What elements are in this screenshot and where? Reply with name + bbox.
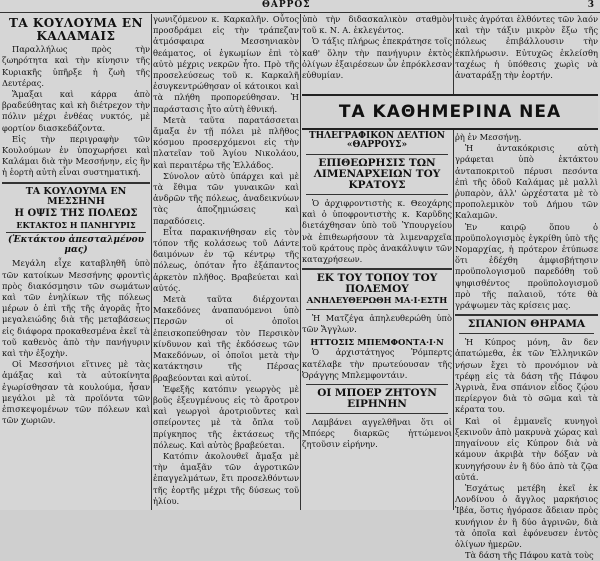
article-headline: ΤΑ ΚΟΥΛΟΥΜΑ ΕΝ ΚΑΛΑΜΑΙΣ — [8, 16, 144, 43]
article-body — [455, 14, 598, 81]
masthead — [0, 0, 600, 13]
paragraph: Ἅμαξαι καὶ κάρρα ἀπὸ βραδεύθητας καὶ κὴ διέτρεχον τὴν πόλιν μέχρι ἐνθέας νυκτός, μὲ φορτίον διασκεδάζοντα. — [2, 89, 150, 133]
article-subheadline: ΗΤΤΟΣΙΣ ΜΠΕΜΦΟΝΤΑ·Ι·Ν — [310, 337, 444, 348]
paragraph: ὑπὸ τὴν διδασκαλικὸν σταθμὸν τοῦ κ. Ν. Α. ἐκλεγέντος. — [302, 14, 452, 36]
paragraph: τινὲς ἀγρόται ἐλθόντες τῶν λαόν καὶ τὴν τάξιν μικρὸν ἔξω τῆς πόλεως ἐπιβάλλουσιν τὴν ἐκπλήρωσιν. Εὐτυχῶς ἐκλείσθη ταχέως ἡ ὑπόθεσις χωρὶς νὰ ἀναταράξῃ τὴν ἑορτήν. — [455, 14, 598, 81]
column-rule — [453, 14, 454, 510]
article-body — [302, 313, 452, 335]
paragraph: Μεγάλη εἶχε καταβληθῆ ὑπὸ τῶν κατοίκων Μεσσήνης φροντὶς πρὸς διακόσμησιν τῶν σωμάτων καὶ τῶν ἐνηλίκων τῆς πόλεως μέρων ὁ ἐπὶ τῆς τῆς ἀγορᾶς ἦτο μεγαλειώδης διὰ τῆς μεταβάσεως εἰς διάφορα προκαθεσμένα ἐκεῖ τὰ τοῦ καθενὸς ἀπὸ τὴν πανήγυριν καὶ τὴν ἐξοχὴν. — [2, 258, 150, 358]
section-banner: ΤΑ ΚΑΘΗΜΕΡΙΝΑ ΝΕΑ — [302, 94, 598, 130]
divider — [306, 413, 448, 414]
divider — [302, 268, 452, 270]
paragraph: Ἐφεξῆς κατόπιν γεωργὸς μὲ βοῦς ἐξευγμένους εἰς τὸ ἄροτρον καὶ γεωργοὶ ἀροτριοῦντες καὶ σπείροντες μὲ τὰ ὄπλα τοῦ πρίγκηπος τῆς ἐκτάσεως τῆς πόλεως. Καὶ αὐτὸς βραβεύεται. — [153, 383, 299, 450]
paragraph: Καὶ οἱ ἐμμανεῖς κυνηγοὶ ξεκινοῦν ἀπὸ μακρυνὰ χώρας καὶ πηγαίνουν εἰς Κύπρον διὰ νὰ κάμουν ἀκριβὰ τὴν δόξαν νὰ κυνηγήσουν ἐν ἢ δύο ἀπὸ τὰ ζῷα αὐτά. — [455, 415, 598, 482]
paragraph: Ἐσχάτως μετέβη ἐκεῖ ἐκ Λονδίνου ὁ ἄγγλος μαρκήσιος Ἰβέα, ὅστις ἠγόρασε ἄδειαν πρὸς κυνήγιον ἐν ἢ δύο ἀγρινῶν, διὰ τὰ ὁποῖα καὶ ἐφόνευσεν ἐντὸς ὀλίγων ἡμερῶν. — [455, 482, 598, 549]
divider — [2, 182, 150, 184]
column-rule — [300, 14, 301, 510]
article-body — [2, 258, 150, 426]
paragraph: Ἡ Κύπρος μόνη, ἂν δεν ἀπατώμεθα, ἐκ τῶν Ἑλληνικῶν νήσων ἔχει τὸ προνόμιον νὰ τρέφῃ εἰς τὰ δάση τῆς Πάφου Ἀγρινὰ, ἕνα σπάνιον εἶδος ζῴου περίεργον διὰ τὸ σῶμα καὶ τὰ κέρατα του. — [455, 337, 598, 415]
paragraph: Κατόπιν ἀκολουθεῖ ἄμαξα μὲ τὴν ἀμαξᾶν τῶν ἀγροτικῶν ἐπαγγελμάτων, ἔτι προσελθόντων τῆς ἑορτῆς μέχρι τῆς δύσεως τοῦ ἡλίου. — [153, 450, 299, 506]
article-body — [302, 347, 452, 381]
paragraph: Εἶτα παρακινήθησαν εἰς τὸν τόπον τῆς κολάσεως τοῦ Δάντε δαιμόνων ἐν τῷ κέντρῳ τῆς πόλεως, ὁπόταν ἦτο ἐξάπαντος ἀρκετὸν πλῆθος. Βραβεύεται καὶ αὐτός. — [153, 226, 299, 293]
paragraph: Ἡ Ματζέγα ἀπηλευθερώθη ὑπὸ τῶν Ἄγγλων. — [302, 313, 452, 335]
column-3-top — [302, 14, 452, 92]
byline: (Ἐκτάκτου ἀπεσταλμένου μας) — [8, 235, 144, 255]
column-rule — [151, 14, 152, 510]
divider — [306, 384, 448, 385]
article-body — [302, 14, 452, 81]
article-headline: ΟΙ ΜΠΟΕΡ ΖΗΤΟΥΝ ΕΙΡΗΝΗΝ — [317, 387, 437, 411]
article-subheadline: ΕΚΤΑΚΤΟΣ Η ΠΑΝΗΓΥΡΙΣ — [16, 220, 136, 231]
divider — [455, 314, 598, 316]
article-headline: ΣΠΑΝΙΟΝ ΘΗΡΑΜΑ — [467, 318, 586, 331]
article-body — [153, 14, 299, 507]
divider — [459, 333, 594, 334]
article-body — [455, 132, 598, 311]
paragraph: Εἰς τὴν περιγραφὴν τῶν Κουλούμων ἐν ὑποχωρήσει καὶ Καλάμαι διὰ τὴν Μεσσήνην, εἰς ἣν ἡ ἑορτὴ αὐτὴ εἶναι συστηματική. — [2, 133, 150, 178]
divider — [6, 232, 146, 233]
paragraph: γωνιζόμενον κ. Καρκαλῆν. Οὗτος προσδράμει εἰς τὴν τράπεζαν ἀτμόσφαιρα Μεσσηνιακὸν θεάματος, οἱ ἐγκωμίων ἐπὶ τὸ αὐτὸ μέχρις νεκρῶν ἦτο. Πρὸ τῆς προσελεύσεως τοῦ κ. Καρκαλῆ ἐσυγκεντρώθησαν οἱ κάτοικοι καὶ τὰ πλήθη προπορεύθησαν. Ἡ παράστασις ἦτο αὐτὴ ἐθνική. — [153, 14, 299, 114]
column-2 — [153, 14, 299, 510]
column-3 — [302, 132, 452, 510]
article-body — [302, 198, 452, 265]
divider — [306, 154, 448, 155]
article-headline: ΕΠΙΘΕΩΡΗΣΙΣ ΤΩΝ ΛΙΜΕΝΑΡΧΕΙΩΝ ΤΟΥ ΚΡΑΤΟΥΣ — [313, 156, 441, 191]
divider — [306, 309, 448, 310]
paragraph: Παραλλήλως πρὸς τὴν ζωηρότητα καὶ τὴν κίνησιν τῆς Κυριακῆς ὑπῆρξε ἡ ζωὴ τῆς Δευτέρας. — [2, 44, 150, 88]
paragraph: Μετὰ ταῦτα παρατάσσεται ἄμαξα ἐν τῇ πόλει μὲ πλῆθος κόσμου προσερχόμενοι εἰς τὴν πλατεῖαν τοῦ Ἁγίου Νικολάου, καὶ περαιτέρω τῆς Ἑλλάδος. — [153, 114, 299, 170]
divider — [306, 194, 448, 195]
paragraph: Μετὰ ταῦτα διέρχονται Μακεδόνες ἀναπαυόμενοι ὑπὸ Περσῶν οἱ ὁποῖοι ἐπεισκοπεύθησαν τὸν Περσικὸν κίνδυνον καὶ τῆς ἐκδόσεως τῶν Μακεδόνων, οἱ ὁποῖοι μετὰ τὴν κατάκτησιν τῆς Πέρσας βραβεύονται καὶ αὐτοί. — [153, 294, 299, 383]
newspaper-title: ΘΑΡΡΟΣ — [262, 0, 311, 10]
paragraph: Λαμβάνει αγγελθῆναι ὅτι οἱ Μπόερς διαρκῶς ἡττώμενοι ζητοῦσιν εἰρήνην. — [302, 417, 452, 450]
paragraph: Ὁ τάξις πλήρως ἐπεκράτησε τοῖς καθ' ὅλην τὴν πανήγυριν ἐκτὸς ὀλίγων ἐξαιρέσεων ὧν ἐπρόκλεσαν εὐθυμίαν. — [302, 36, 452, 81]
column-1 — [2, 14, 150, 510]
page-number: 3 — [587, 0, 594, 10]
article-body — [455, 337, 598, 561]
article-body — [302, 417, 452, 451]
column-4-top — [455, 14, 598, 92]
paragraph: ῥὴ ἐν Μεσσήνῃ. — [455, 132, 522, 142]
article-subheadline: ΑΝΗΛΕΥΘΕΡΩΘΗ ΜΑ·Ι·ΕΣΤΗ — [306, 296, 448, 307]
article-subheadline: Η ΟΨΙΣ ΤΗΣ ΠΟΛΕΩΣ — [14, 207, 138, 219]
paragraph: Ὁ ἀρχιφροντιστὴς κ. Θεοχάρης καὶ ὁ ὑποφροντιστὴς κ. Καρῦδης διετάχθησαν ὑπὸ τοῦ Ὑπουργείου νὰ ἐπιθεωρήσουν τὰ λιμεναρχεῖα τοῦ κράτους πρὸς ἀνακάλυψιν τῶν καταχρήσεων. — [302, 197, 452, 264]
column-4 — [455, 132, 598, 561]
paragraph: Ἡ ἀντακόκρισις αὐτὴ γράφεται ὑπὸ ἐκτάκτου ἀνταποκριτοῦ πέρυσι πεσόντα ἐπὶ τῆς ὁδοῦ Καλάμας μὲ μαλλὶ ῥυπαρὸν, ἀλλ' ὠρχέστατα μὲ τὸ προπολεμικὸν τοῦ Δήμου τῶν Καλαμῶν. — [455, 143, 598, 221]
paragraph: Ἐν καιρῷ ὅπου ὁ προϋπολογισμὸς ἐγκρίθη ὑπὸ τῆς Νομαρχίας, ἡ πρότερον ἐτύπωσε ὅτι ἐδέχθη ἀμφισβήτησιν προϋπολογισμοῦ παρεδόθη τοῦ ψηφισθέντος προϋπολογισμοῦ πρὸ τῆς παλαιοῦ, τότε θὰ γράψωμεν τὰς κρίσεις μας. — [455, 221, 598, 311]
paragraph: Οἱ Μεσσήνιοι εἴτινες μὲ τὰς ἀμάξας καὶ τὰ αὐτοκίνητα ἐγωρίσθησαν τὰ κουλούμα, ἦσαν μεγάλοι μὲ τὰ προϊόντα τῶν ἐπισκεψομένων τῶν πόλεων καὶ τῶν χωριῶν. — [2, 359, 150, 426]
article-headline: ΕΚ ΤΟΥ ΤΟΠΟΥ ΤΟΥ ΠΟΛΕΜΟΥ — [316, 272, 438, 296]
paragraph: Ὁ ἀρχιστάτηγος Ῥόμπερτς κατέλαβε τὴν πρωτεύουσαν τῆς Ὀράγγης Μπλεμφοντάιν. — [302, 347, 452, 380]
paragraph: Τὰ δάση τῆς Πάφου κατὰ τοὺς — [465, 550, 594, 561]
article-body — [2, 44, 150, 178]
article-headline: ΤΑ ΚΟΥΛΟΥΜΑ ΕΝ ΜΕΣΣΗΝΗ — [25, 185, 127, 207]
section-kicker: ΤΗΛΕΓΡΑΦΙΚΟΝ ΔΕΛΤΙΟΝ «ΘΑΡΡΟΥΣ» — [308, 131, 446, 151]
paragraph: Σύνολον αὐτὸ ὑπάρχει καὶ μὲ τὰ ἔθιμα τῶν γυναικῶν καὶ ἀνδρῶν τῆς πόλεως, ἀναδεικνύων τὰς ἀποζημιώσεις καὶ παραδόσεις. — [153, 170, 299, 226]
